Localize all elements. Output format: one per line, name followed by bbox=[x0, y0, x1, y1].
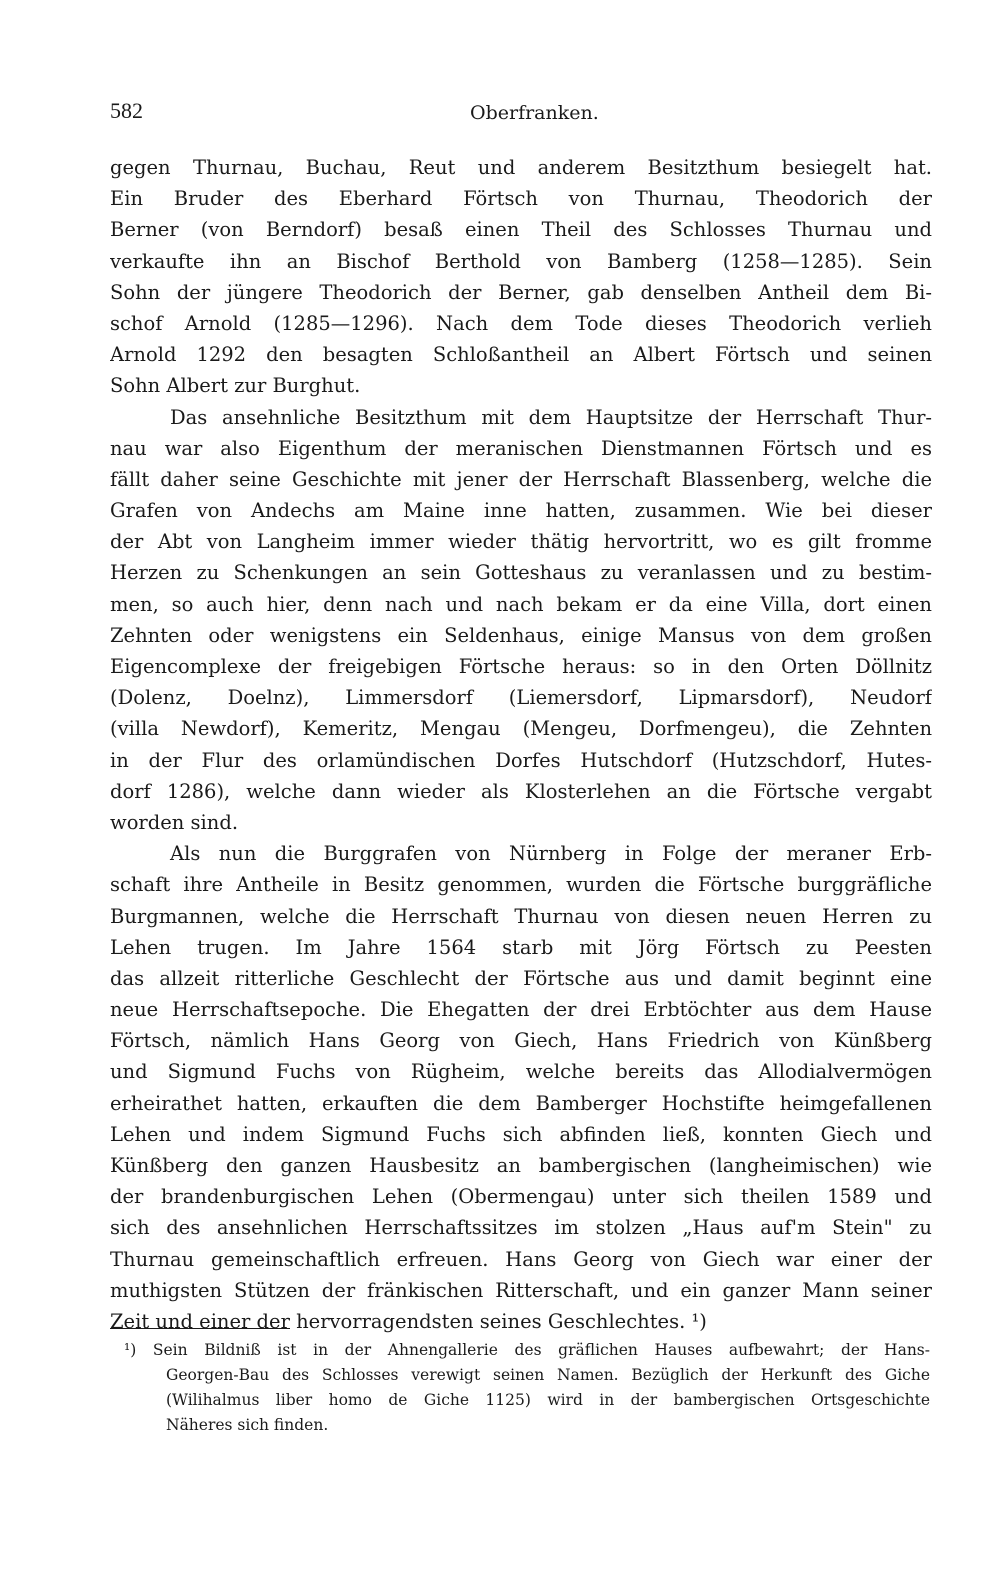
text-line: Zeit und einer der hervorragendsten seines Geschlechtes. ¹) bbox=[110, 1309, 707, 1333]
text-line: Lehen und indem Sigmund Fuchs sich abfinden ließ, konnten Giech und bbox=[110, 1122, 932, 1146]
text-line: (Dolenz, Doelnz), Limmersdorf (Liemersdorf, Lipmarsdorf), Neudorf bbox=[110, 686, 932, 710]
text-line: und Sigmund Fuchs von Rügheim, welche bereits das Allodialvermögen bbox=[110, 1060, 932, 1084]
text-line: der Abt von Langheim immer wieder thätig hervortritt, wo es gilt fromme bbox=[110, 530, 932, 554]
text-line: Lehen trugen. Im Jahre 1564 starb mit Jörg Förtsch zu Peesten bbox=[110, 935, 932, 959]
paragraph-start-line: Als nun die Burggrafen von Nürnberg in Folge der meraner Erb- bbox=[170, 842, 932, 866]
text-line: Grafen von Andechs am Maine inne hatten, zusammen. Wie bei dieser bbox=[110, 499, 932, 523]
text-line: Herzen zu Schenkungen an sein Gotteshaus zu veranlassen und zu bestim- bbox=[110, 561, 932, 585]
paragraph-start-line: Das ansehnliche Besitzthum mit dem Hauptsitze der Herrschaft Thur- bbox=[170, 405, 932, 429]
text-line: in der Flur des orlamündischen Dorfes Hutschdorf (Hutzschdorf, Hutes- bbox=[110, 748, 932, 772]
text-line: Arnold 1292 den besagten Schloßantheil an Albert Förtsch und seinen bbox=[110, 343, 932, 367]
text-line: Burgmannen, welche die Herrschaft Thurnau von diesen neuen Herren zu bbox=[110, 904, 932, 928]
text-line: worden sind. bbox=[110, 810, 239, 834]
text-line: Künßberg den ganzen Hausbesitz an bambergischen (langheimischen) wie bbox=[110, 1154, 932, 1177]
text-line: Ein Bruder des Eberhard Förtsch von Thurnau, Theodorich der bbox=[110, 187, 932, 211]
text-line: schof Arnold (1285—1296). Nach dem Tode dieses Theodorich verlieh bbox=[110, 311, 932, 335]
footnote-line: ¹) Sein Bildniß ist in der Ahnengallerie des gräflichen Hauses aufbewahrt; der Hans- bbox=[124, 1341, 930, 1359]
text-line: sich des ansehnlichen Herrschaftssitzes im stolzen „Haus auf'm Stein" zu bbox=[110, 1216, 932, 1240]
text-line: dorf 1286), welche dann wieder als Klosterlehen an die Förtsche vergabt bbox=[110, 779, 932, 803]
footnote-line: Georgen-Bau des Schlosses verewigt seinen Namen. Bezüglich der Herkunft des Giche bbox=[166, 1366, 930, 1384]
text-line: neue Herrschaftsepoche. Die Ehegatten der drei Erbtöchter aus dem Hause bbox=[110, 998, 932, 1022]
text-line: Thurnau gemeinschaftlich erfreuen. Hans Georg von Giech war einer der bbox=[110, 1247, 932, 1271]
text-line: schaft ihre Antheile in Besitz genommen, wurden die Förtsche burggräfliche bbox=[110, 873, 932, 897]
text-line: Berner (von Berndorf) besaß einen Theil des Schlosses Thurnau und bbox=[110, 218, 932, 242]
body-text bbox=[110, 152, 932, 1337]
text-line: fällt daher seine Geschichte mit jener der Herrschaft Blassenberg, welche die bbox=[110, 467, 932, 491]
text-line: verkaufte ihn an Bischof Berthold von Bamberg (1258—1285). Sein bbox=[110, 249, 932, 273]
footnote-line: (Wilihalmus liber homo de Giche 1125) wird in der bambergischen Ortsgeschichte bbox=[166, 1391, 930, 1409]
text-line: Zehnten oder wenigstens ein Seldenhaus, einige Mansus von dem großen bbox=[110, 623, 932, 647]
text-line: der brandenburgischen Lehen (Obermengau) unter sich theilen 1589 und bbox=[110, 1185, 932, 1209]
text-line: men, so auch hier, denn nach und nach bekam er da eine Villa, dort einen bbox=[110, 592, 932, 616]
footnotes bbox=[110, 1338, 930, 1438]
text-line: das allzeit ritterliche Geschlecht der Förtsche aus und damit beginnt eine bbox=[110, 966, 932, 990]
footnote-divider bbox=[110, 1328, 290, 1329]
running-title: Oberfranken. bbox=[470, 102, 599, 124]
text-line: erheirathet hatten, erkauften die dem Bamberger Hochstifte heimgefallenen bbox=[110, 1091, 932, 1115]
page-number: 582 bbox=[110, 98, 143, 123]
footnote-line: Näheres sich finden. bbox=[166, 1416, 329, 1434]
text-line: Eigencomplexe der freigebigen Förtsche heraus: so in den Orten Döllnitz bbox=[110, 655, 932, 678]
text-line: nau war also Eigenthum der meranischen Dienstmannen Förtsch und es bbox=[110, 436, 932, 460]
text-line: Sohn der jüngere Theodorich der Berner, gab denselben Antheil dem Bi- bbox=[110, 280, 932, 304]
text-line: (villa Newdorf), Kemeritz, Mengau (Mengeu, Dorfmengeu), die Zehnten bbox=[110, 717, 932, 741]
text-line: Sohn Albert zur Burghut. bbox=[110, 374, 361, 398]
text-line: gegen Thurnau, Buchau, Reut und anderem Besitzthum besiegelt hat. bbox=[110, 156, 932, 179]
text-line: muthigsten Stützen der fränkischen Ritterschaft, und ein ganzer Mann seiner bbox=[110, 1278, 932, 1302]
text-line: Förtsch, nämlich Hans Georg von Giech, Hans Friedrich von Künßberg bbox=[110, 1029, 932, 1053]
